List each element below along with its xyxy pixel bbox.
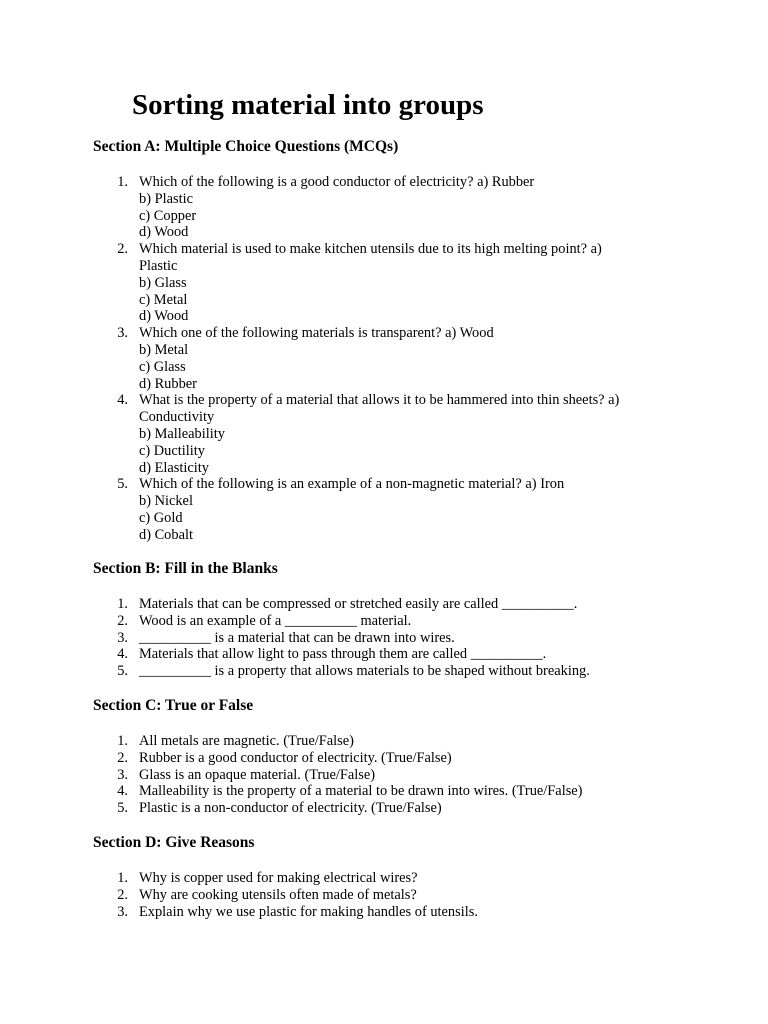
item-text: All metals are magnetic. (True/False)	[139, 733, 354, 749]
page-title: Sorting material into groups	[132, 89, 484, 121]
item-text: Malleability is the property of a material to be drawn into wires. (True/False)	[139, 783, 583, 800]
answer-option: c) Metal	[139, 291, 188, 308]
list-item	[0, 630, 768, 647]
section-b-heading: Section B: Fill in the Blanks	[93, 560, 278, 577]
list-item	[0, 613, 768, 630]
fill-in-blanks-list	[0, 596, 768, 680]
answer-option: c) Copper	[139, 207, 197, 224]
item-text: Glass is an opaque material. (True/False)	[139, 766, 376, 783]
answer-option: d) Wood	[139, 308, 189, 325]
mcq-question	[0, 476, 768, 543]
list-item	[0, 733, 768, 750]
section-a-heading: Section A: Multiple Choice Questions (MCQs)	[93, 138, 399, 155]
list-item	[0, 904, 768, 921]
item-number: 4.	[117, 646, 128, 663]
list-item	[0, 800, 768, 817]
item-number: 5.	[117, 663, 128, 680]
item-text: Plastic is a non-conductor of electricity. (True/False)	[139, 800, 442, 817]
item-number: 3.	[117, 903, 128, 920]
item-text: Materials that can be compressed or stretched easily are called __________.	[139, 596, 578, 612]
answer-option: b) Plastic	[139, 190, 193, 207]
answer-option: c) Glass	[139, 358, 186, 375]
question-number: 2.	[117, 241, 128, 258]
question-number: 1.	[117, 174, 128, 190]
question-text: Which of the following is an example of a non-magnetic material? a) Iron	[139, 476, 565, 493]
item-text: __________ is a material that can be drawn into wires.	[139, 629, 455, 646]
question-number: 3.	[117, 325, 128, 342]
mcq-question	[0, 392, 768, 476]
question-number: 4.	[117, 392, 128, 409]
answer-option: b) Malleability	[139, 425, 225, 442]
item-text: Wood is an example of a __________ material.	[139, 612, 412, 629]
answer-option: d) Rubber	[139, 375, 197, 392]
mcq-question	[0, 241, 768, 325]
list-item	[0, 767, 768, 784]
item-number: 5.	[117, 800, 128, 817]
item-number: 1.	[117, 870, 128, 886]
mcq-question	[0, 174, 768, 241]
answer-option: c) Gold	[139, 509, 183, 526]
question-text-continued: Conductivity	[139, 409, 215, 426]
section-c-heading: Section C: True or False	[93, 697, 254, 714]
section-d-heading: Section D: Give Reasons	[93, 834, 255, 851]
answer-option: b) Nickel	[139, 493, 193, 510]
item-number: 4.	[117, 783, 128, 800]
list-item	[0, 870, 768, 887]
give-reasons-list	[0, 870, 768, 920]
list-item	[0, 783, 768, 800]
item-number: 2.	[117, 612, 128, 629]
item-text: Explain why we use plastic for making handles of utensils.	[139, 903, 478, 920]
item-number: 2.	[117, 886, 128, 903]
answer-option: d) Wood	[139, 224, 189, 241]
mcq-list	[0, 174, 768, 544]
item-text: __________ is a property that allows materials to be shaped without breaking.	[139, 663, 590, 680]
list-item	[0, 750, 768, 767]
list-item	[0, 887, 768, 904]
item-number: 3.	[117, 766, 128, 783]
item-text: Rubber is a good conductor of electricity. (True/False)	[139, 749, 452, 766]
list-item	[0, 646, 768, 663]
mcq-question	[0, 325, 768, 392]
question-text-continued: Plastic	[139, 257, 178, 274]
item-text: Materials that allow light to pass through them are called __________.	[139, 646, 547, 663]
list-item	[0, 596, 768, 613]
question-text: Which of the following is a good conductor of electricity? a) Rubber	[139, 174, 535, 190]
answer-option: b) Metal	[139, 341, 189, 358]
answer-option: d) Cobalt	[139, 526, 193, 543]
list-item	[0, 663, 768, 680]
answer-option: d) Elasticity	[139, 459, 209, 476]
item-text: Why are cooking utensils often made of metals?	[139, 886, 417, 903]
item-number: 3.	[117, 629, 128, 646]
question-number: 5.	[117, 476, 128, 493]
item-number: 1.	[117, 596, 128, 612]
question-text: Which one of the following materials is transparent? a) Wood	[139, 325, 494, 342]
item-number: 2.	[117, 749, 128, 766]
answer-option: c) Ductility	[139, 442, 205, 459]
answer-option: b) Glass	[139, 274, 187, 291]
true-false-list	[0, 733, 768, 817]
question-text: Which material is used to make kitchen utensils due to its high melting point? a)	[139, 241, 602, 258]
item-number: 1.	[117, 733, 128, 749]
question-text: What is the property of a material that allows it to be hammered into thin sheets? a)	[139, 392, 620, 409]
item-text: Why is copper used for making electrical wires?	[139, 870, 418, 886]
